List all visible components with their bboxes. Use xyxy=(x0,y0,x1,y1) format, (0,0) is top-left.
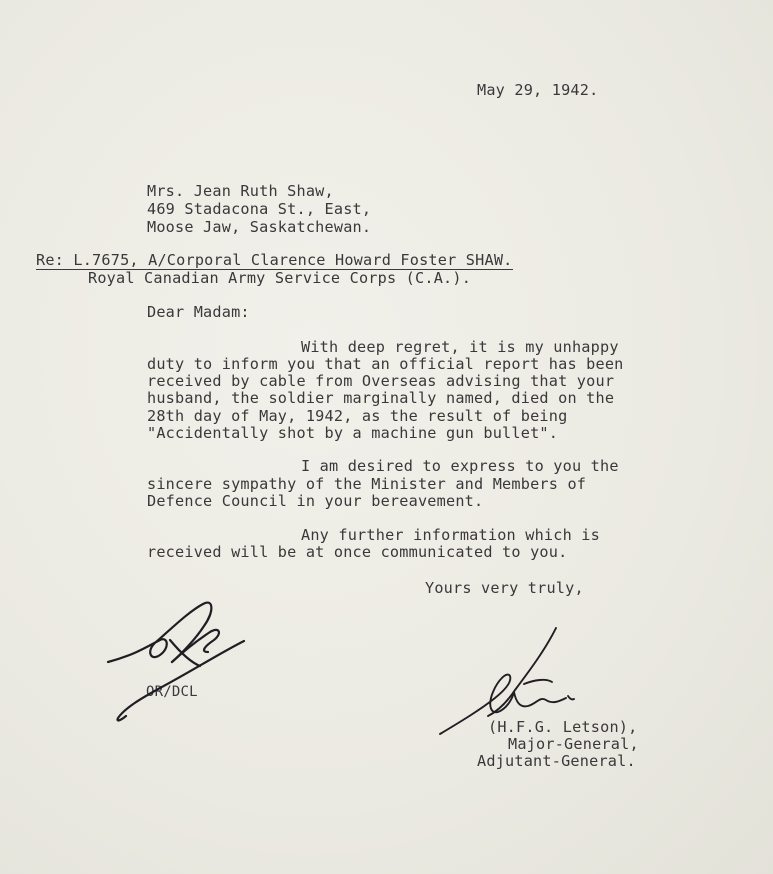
paragraph1-line: received by cable from Overseas advising that your xyxy=(147,372,615,390)
recipient-name: Mrs. Jean Ruth Shaw, xyxy=(147,182,334,200)
signatory-title: Adjutant-General. xyxy=(477,752,636,770)
subject-line: Re: L.7675, A/Corporal Clarence Howard Foster SHAW. xyxy=(36,251,513,269)
closing: Yours very truly, xyxy=(425,579,584,597)
paragraph2-line: I am desired to express to you the xyxy=(301,457,619,475)
paragraph3-line: Any further information which is xyxy=(301,526,600,544)
paragraph3-line: received will be at once communicated to you. xyxy=(147,543,568,561)
paragraph1-line: With deep regret, it is my unhappy xyxy=(301,338,619,356)
salutation: Dear Madam: xyxy=(147,303,250,321)
recipient-street: 469 Stadacona St., East, xyxy=(147,200,372,218)
paragraph2-line: Defence Council in your bereavement. xyxy=(147,492,484,510)
reference-initials: OR/DCL xyxy=(146,684,198,700)
paragraph1-line: duty to inform you that an official report has been xyxy=(147,355,624,373)
paragraph1-line: 28th day of May, 1942, as the result of being xyxy=(147,407,568,425)
paragraph1-line: husband, the soldier marginally named, died on the xyxy=(147,389,615,407)
paragraph2-line: sincere sympathy of the Minister and Members of xyxy=(147,475,587,493)
signatory-name: (H.F.G. Letson), xyxy=(488,718,638,736)
letter-date: May 29, 1942. xyxy=(477,81,599,99)
recipient-city: Moose Jaw, Saskatchewan. xyxy=(147,218,372,236)
subject-unit: Royal Canadian Army Service Corps (C.A.). xyxy=(88,269,472,287)
signatory-rank: Major-General, xyxy=(508,735,639,753)
paragraph1-line: "Accidentally shot by a machine gun bullet". xyxy=(147,424,559,442)
